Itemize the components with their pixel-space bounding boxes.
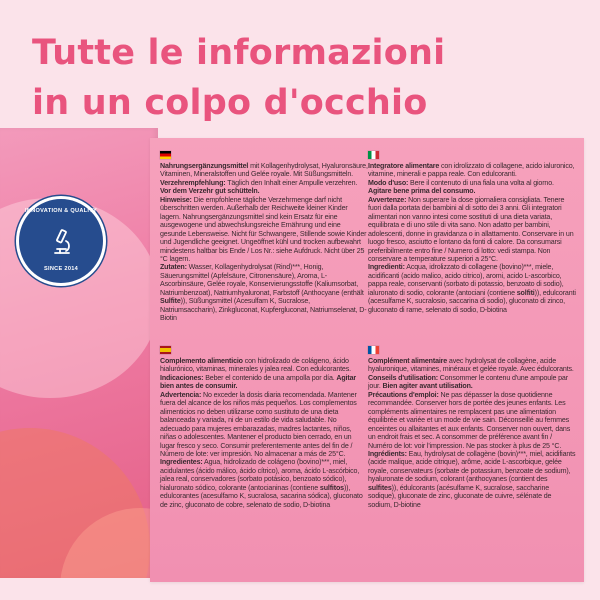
dose-bold: Agitar bien antes de consumir. xyxy=(160,373,357,391)
ingredients-tail: )), edulcorantes (acesulfamo K, sucralosa, sacarina sódica), gluconato de zinc, gluconato de cobre, selenato de sodio, D-biotina xyxy=(160,483,363,509)
notes-label: Précautions d'emploi: xyxy=(368,390,439,399)
ingredients-tail: )), Süßungsmittel (Acesulfam K, Sucralose, Natriumsaccharin), Zinkgluconat, Kupfergluconat, Natriumselenat, D-Biotin xyxy=(160,297,367,323)
notes-text: Non superare la dose giornaliera consigliata. Tenere fuori dalla portata dei bambini al di sotto dei 3 anni. Gli integratori alimentari non vanno intesi come sostituti di una dieta variata, equilibrata e di uno stile di vita sano. Non adatto per bambini, adolescenti, donne in gravidanza o in allattamento. Conservare in un luogo fresco, asciutto e lontano da fonti di calore. Da consumarsi preferibilmente entro fine / Numero di lotto: vedi stampa. Non conservare a temperature superiori a 25°C. xyxy=(368,195,574,263)
section-german xyxy=(160,151,368,323)
dose-bold: Vor dem Verzehr gut schütteln. xyxy=(160,187,260,196)
dose-label: Conseils d'utilisation: xyxy=(368,373,438,382)
dose-text: Consommer le contenu d'une ampoule par jour. xyxy=(368,373,568,391)
notes-text: No exceder la dosis diaria recomendada. Mantener fuera del alcance de los niños más pequeños. Los complementos alimenticios no deben utilizarse como sustituto de una dieta balanceada y variada, ni de un estilo de vida saludable. No adecuado para mujeres embarazadas, madres lactantes, niños, niñas o adolescentes. Mantener el producto bien cerrado, en un lugar fresco y seco. Consumir preferentemente antes del fin de / Número de lote: ver impresión. No almacenar a más de 25°C. xyxy=(160,390,357,458)
notes-label: Hinweise: xyxy=(160,195,192,204)
flag-italy-icon xyxy=(368,151,379,159)
product-text: con hidrolizado de colágeno, ácido hialurónico, vitaminas, minerales y jalea real. Con edulcorantes. xyxy=(160,357,351,374)
ingredients-tail: )), édulcorants (acésulfame K, sucralose, saccharine sodique), gluconate de zinc, gluconate de cuivre, sélénate de sodium, D-biotine xyxy=(368,483,552,509)
ingredients-allergen: sulfitos xyxy=(319,483,344,492)
product-label: Complément alimentaire xyxy=(368,357,448,365)
dose-bold: Agitare bene prima del consumo. xyxy=(368,187,476,196)
dose-label: Modo d'uso: xyxy=(368,178,409,187)
dose-text: Täglich den Inhalt einer Ampulle verzehren. xyxy=(225,178,358,187)
flag-spain-icon xyxy=(160,346,171,354)
notes-text: Ne pas dépasser la dose quotidienne recommandée. Conserver hors de portée des jeunes enfants. Les compléments alimentaires ne remplacent pas une alimentation équilibrée et variée et un mode de vie sain. Déconseillé au femmes enceintes ou allaitantes et aux enfants. Conserver non ouvert, dans un endroit frais et sec. A consommer de préférence avant fin / Numéro de lot: voir l'impression. Ne pas stocker à plus de 25 °C. xyxy=(368,390,571,450)
ingredients-text: Acqua, idrolizzato di collagene (bovino)***, miele, acidificanti (acido malico, acido citrico), aromi, acido L-ascorbico, pappa reale, conservanti (sorbato di potassio, benzoato di sodio), ialuronato di sodio, colorante (antociani (contiene xyxy=(368,263,564,297)
flag-france-icon xyxy=(368,346,379,354)
ingredients-text: Agua, hidrolizado de colágeno (bovino)***, miel, acidulantes (ácido málico, ácido cítrico), aroma, ácido L-ascórbico, jalea real, conservadores (sorbato potásico, benzoato sódico), hialuronato sódico, colorante (antocianinas (contiene xyxy=(160,458,360,492)
headline-line-2: in un colpo d'occhio xyxy=(32,83,428,123)
ingredients-label: Zutaten: xyxy=(160,263,187,272)
product-box-front xyxy=(0,128,158,578)
headline-line-1: Tutte le informazioni xyxy=(32,33,446,73)
badge-top-text: INNOVATION & QUALITY xyxy=(25,208,97,214)
headline xyxy=(32,28,572,128)
ingredients-label: Ingredientes: xyxy=(160,458,203,467)
ingredients-allergen: solfiti xyxy=(516,288,535,297)
ingredients-allergen: Sulfite xyxy=(160,297,181,306)
product-label: Nahrungsergänzungsmittel xyxy=(160,162,249,170)
section-italian xyxy=(368,151,576,314)
dose-label: Indicaciones: xyxy=(160,373,204,382)
notes-label: Avvertenze: xyxy=(368,195,407,204)
dose-text: Beber el contenido de una ampolla por día. xyxy=(203,373,337,382)
flag-germany-icon xyxy=(160,151,171,159)
section-french xyxy=(368,346,576,509)
ingredients-label: Ingrédients: xyxy=(368,449,407,458)
ingredients-label: Ingredienti: xyxy=(368,263,405,272)
product-label: Integratore alimentare xyxy=(368,162,440,170)
quality-badge xyxy=(16,196,106,286)
dose-bold: Bien agiter avant utilisation. xyxy=(382,382,473,391)
product-text: avec hydrolysat de collagène, acide hyaluronique, vitamines, minéraux et gelée royale. Avec édulcorants. xyxy=(368,357,574,374)
microscope-icon xyxy=(46,227,76,257)
product-label: Complemento alimenticio xyxy=(160,357,243,365)
product-text: mit Kollagenhydrolysat, Hyaluronsäure, Vitaminen, Mineralstoffen und Gelée royale. Mit Süßungsmitteln. xyxy=(160,162,368,179)
notes-text: Die empfohlene tägliche Verzehrmenge darf nicht überschritten werden. Außerhalb der Reichweite kleiner Kinder lagern. Nahrungsergänzungsmittel sind kein Ersatz für eine ausgewogene und abwechslungsreiche Ernährung und eine gesunde Lebensweise. Nicht für Schwangere, Stillende sowie Kinder und Jugendliche geeignet. Ungeöffnet kühl und trocken aufbewahrt mindestens haltbar bis Ende / Los Nr.: siehe Aufdruck. Nicht über 25 °C lagern. xyxy=(160,195,367,263)
ingredients-text: Wasser, Kollagenhydrolysat (Rind)***, Honig, Säuerungsmittel (Apfelsäure, Citronensäure), Aroma, L-Ascorbinsäure, Gelée royale, Konservierungsstoffe (Kaliumsorbat, Natriumbenzoat), Natriumhyaluronat, Farbstoff (Anthocyane (enthält xyxy=(160,263,364,297)
ingredients-text: Eau, hydrolysat de collagène (bovin)***, miel, acidifiants (acide malique, acide citrique), arôme, acide L-ascorbique, gelée royale, conservateurs (sorbate de potassium, benzoate de sodium), hyaluronate de sodium, colorant (anthocyanes (contient des xyxy=(368,449,576,484)
ingredients-allergen: sulfites xyxy=(368,483,392,492)
notes-label: Advertencia: xyxy=(160,390,202,399)
section-spanish xyxy=(160,346,368,509)
dose-text: Bere il contenuto di una fiala una volta al giorno. xyxy=(408,178,554,187)
badge-bottom-text: SINCE 2014 xyxy=(43,266,79,272)
dose-label: Verzehrempfehlung: xyxy=(160,178,226,187)
ingredients-tail: )), edulcoranti (acesulfame K, sucralosio, saccarina di sodio), gluconato di zinco, gluconato di rame, selenato di sodio, D-biotina xyxy=(368,288,576,314)
product-text: con idrolizzato di collagene, acido ialuronico, vitamine, minerali e pappa reale. Con edulcoranti. xyxy=(368,162,575,179)
